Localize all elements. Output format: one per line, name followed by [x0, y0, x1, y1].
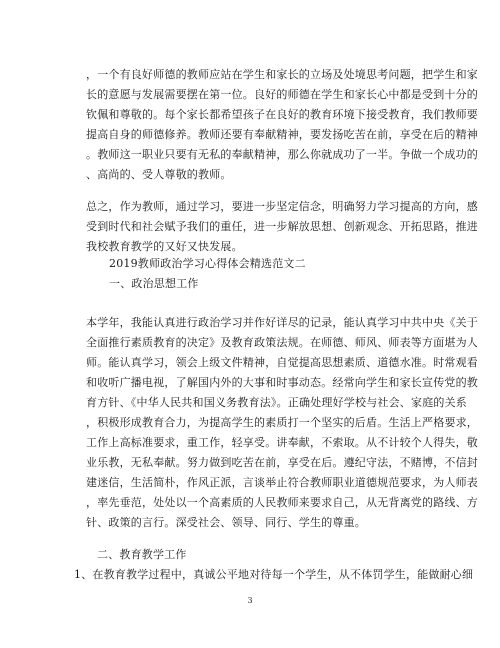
article-title: 2019教师政治学习心得体会精选范文二 — [109, 257, 306, 270]
paragraph-3-line-1: 本学年，我能认真进行政治学习并作好详尽的记录，能认真学习中共中央《关于 — [86, 316, 478, 329]
paragraph-3-line-9: 建迷信，生活简朴，作风正派，言谈举止符合教师职业道德规范要求，为人师表 — [86, 476, 478, 489]
paragraph-1-line-2: 长的意愿与发展需要摆在第一位。良好的师德在学生和家长心中都是受到十分的 — [86, 88, 478, 101]
paragraph-3-line-5: 育方针、《中华人民共和国义务教育法》。正确处理好学校与社会、家庭的关系 — [86, 396, 467, 409]
paragraph-2-line-3: 我校教育教学的又好又快发展。 — [86, 240, 243, 253]
paragraph-3-line-3: 师。能认真学习，领会上级文件精神，自觉提高思想素质、道德水准。时常观看 — [86, 356, 478, 369]
paragraph-3-line-11: 针、政策的言行。深受社会、领导、同行、学生的尊重。 — [86, 516, 366, 529]
paragraph-1-line-4: 提高自身的师德修养。教师还要有奉献精神，要发扬吃苦在前，享受在后的精神 — [86, 128, 478, 141]
paragraph-3-line-8: 业乐教，无私奉献。努力做到吃苦在前，享受在后。遵纪守法，不赌博，不信封 — [86, 456, 478, 469]
paragraph-1-line-3: 钦佩和尊敬的。每个家长都希望孩子在良好的教育环境下接受教育，我们教师要 — [86, 108, 478, 121]
paragraph-3-line-10: ，率先垂范，处处以一个高素质的人民教师来要求自己，从无背离党的路线、方 — [86, 496, 478, 509]
paragraph-1-line-5: 。教师这一职业只要有无私的奉献精神，那么你就成功了一半。争做一个成功的 — [86, 148, 478, 161]
paragraph-1-line-6: 、高尚的、受人尊敬的教师。 — [86, 168, 232, 181]
section-heading-1: 一、政治思想工作 — [109, 277, 199, 290]
paragraph-4-line-1: 1、在教育教学过程中，真诚公平地对待每一个学生，从不体罚学生，能做耐心细 — [74, 568, 474, 581]
section-heading-2: 二、教育教学工作 — [97, 548, 187, 561]
paragraph-3-line-7: 工作上高标准要求，重工作，轻享受。讲奉献，不索取。从不计较个人得失，敬 — [86, 436, 478, 449]
page-number: 3 — [247, 596, 253, 605]
paragraph-3-line-2: 全面推行素质教育的决定》及教育政策法规。在师德、师风、师表等方面堪为人 — [86, 336, 478, 349]
paragraph-3-line-4: 和收听广播电视，了解国内外的大事和时事动态。经常向学生和家长宣传党的教 — [86, 376, 478, 389]
paragraph-2-line-1: 总之，作为教师，通过学习，要进一步坚定信念，明确努力学习提高的方向，感 — [86, 200, 478, 213]
paragraph-1-line-1: ，一个有良好师德的教师应站在学生和家长的立场及处境思考问题，把学生和家 — [86, 68, 478, 81]
paragraph-3-line-6: ，积极形成教育合力，为提高学生的素质打一个坚实的后盾。生活上严格要求， — [86, 416, 478, 429]
paragraph-2-line-2: 受到时代和社会赋予我们的重任，进一步解放思想、创新观念、开拓思路，推进 — [86, 220, 478, 233]
